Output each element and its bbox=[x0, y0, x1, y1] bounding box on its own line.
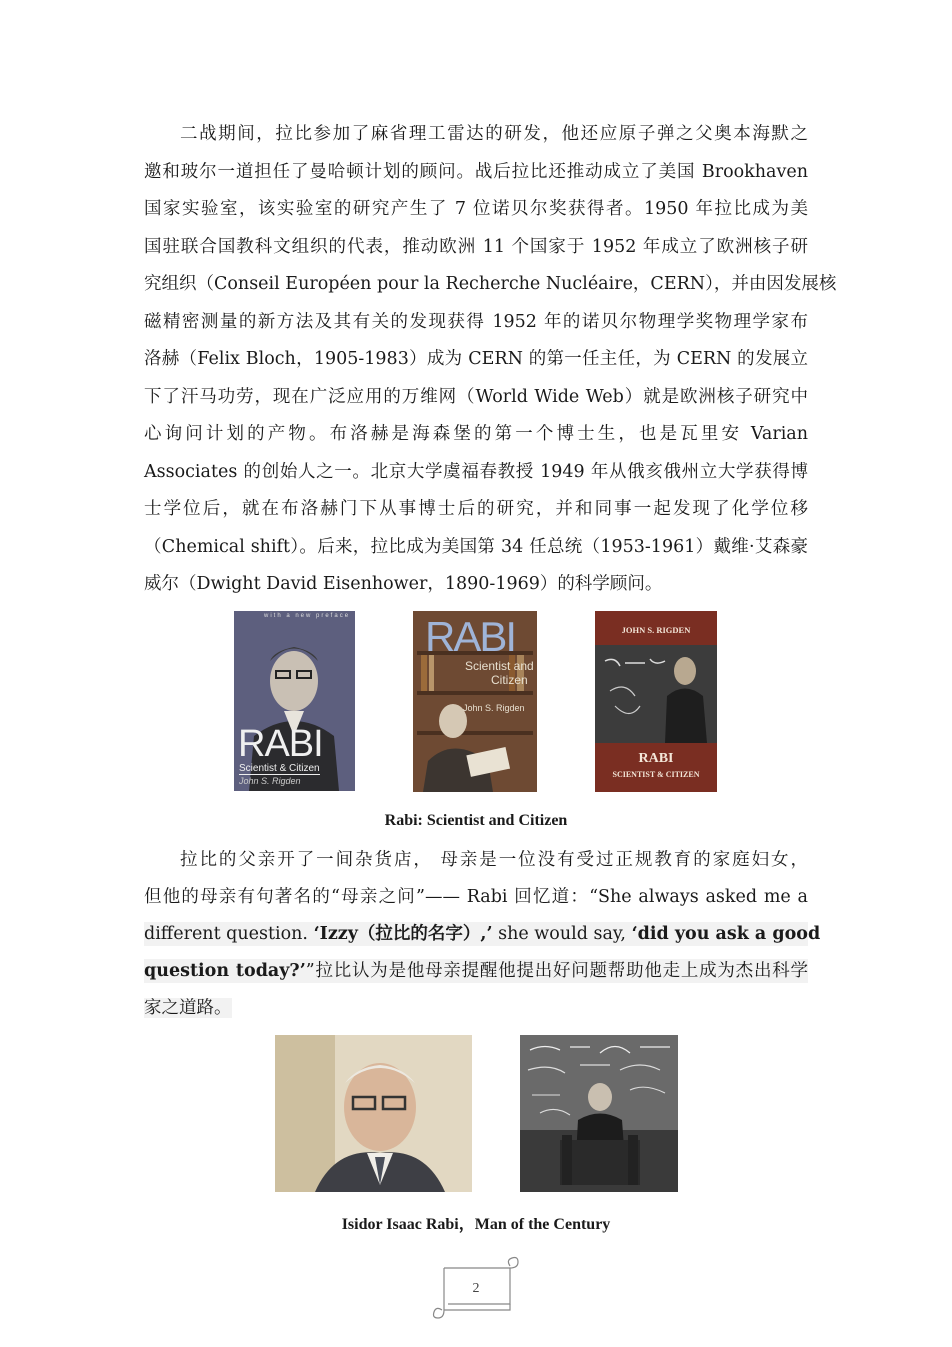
text-line: 下了汗马功劳，现在广泛应用的万维网（World Wide Web）就是欧洲核子研究中 bbox=[144, 387, 808, 407]
text-line: 国驻联合国教科文组织的代表，推动欧洲 11 个国家于 1952 年成立了欧洲核子研 bbox=[144, 237, 808, 257]
book-cover-subtitle: SCIENTIST & CITIZEN bbox=[612, 770, 700, 779]
text-line: （Chemical shift）。后来，拉比成为美国第 34 任总统（1953-1961）戴维·艾森豪 bbox=[144, 537, 808, 557]
quote-text-bold: ‘Izzy（拉比的名字）,’ bbox=[313, 924, 493, 944]
book-cover-title: RABI bbox=[425, 613, 516, 660]
text-line: 磁精密测量的新方法及其有关的发现获得 1952 年的诺贝尔物理学奖物理学家布 bbox=[144, 312, 808, 332]
book-cover-title: RABI bbox=[238, 723, 323, 765]
text-line: 但他的母亲有句著名的“母亲之问”—— Rabi 回忆道：“She always asked me a bbox=[144, 887, 808, 907]
quote-text: ”拉比认为是他母亲提醒他提出好问题帮助他走上成为杰出科学 bbox=[305, 961, 808, 981]
text-line bbox=[144, 996, 240, 1020]
quote-text-bold: question today?’ bbox=[144, 961, 306, 981]
quote-text-bold: ‘did you ask a good bbox=[631, 924, 821, 944]
quote-text: she would say, bbox=[492, 924, 632, 944]
text-line: 威尔（Dwight David Eisenhower，1890-1969）的科学顾问。 bbox=[144, 574, 663, 594]
book-cover-author: John S. Rigden bbox=[463, 703, 525, 713]
book-cover-image-3 bbox=[595, 611, 717, 792]
book-cover-image-2 bbox=[413, 611, 537, 792]
quote-end-text: 家之道路。 bbox=[144, 998, 232, 1018]
text-line: 究组织（Conseil Européen pour la Recherche Nucléaire，CERN），并由因发展核 bbox=[144, 274, 837, 294]
page-number: 2 bbox=[472, 1281, 480, 1296]
page-number-ornament bbox=[430, 1256, 522, 1324]
text-line: 士学位后，就在布洛赫门下从事博士后的研究，并和同事一起发现了化学位移 bbox=[144, 499, 808, 519]
book-cover-title: RABI bbox=[638, 751, 674, 766]
quote-text: different question. bbox=[144, 924, 314, 944]
book-cover-subtitle-2: Citizen bbox=[491, 673, 528, 687]
text-line-quote bbox=[144, 922, 821, 946]
book-cover-subtitle: Scientist & Citizen bbox=[239, 763, 320, 774]
book-cover-author: JOHN S. RIGDEN bbox=[621, 625, 691, 635]
book-cover-author: John S. Rigden bbox=[239, 776, 301, 786]
text-line-quote bbox=[144, 959, 808, 983]
book-cover-subtitle: Scientist and bbox=[465, 659, 534, 673]
rabi-portrait-photo bbox=[275, 1035, 472, 1192]
text-line: 心询问计划的产物。布洛赫是海森堡的第一个博士生，也是瓦里安 Varian bbox=[144, 424, 808, 444]
text-line: 洛赫（Felix Bloch，1905-1983）成为 CERN 的第一任主任，为 CERN 的发展立 bbox=[144, 349, 808, 369]
rabi-blackboard-photo bbox=[520, 1035, 678, 1192]
text-line: 邀和玻尔一道担任了曼哈顿计划的顾问。战后拉比还推动成立了美国 Brookhaven bbox=[144, 162, 808, 182]
book-cover-image-1 bbox=[234, 611, 355, 791]
figure-caption-books: Rabi: Scientist and Citizen bbox=[384, 812, 568, 829]
text-line: Associates 的创始人之一。北京大学虞福春教授 1949 年从俄亥俄州立大学获得博 bbox=[144, 462, 808, 482]
text-line: 二战期间，拉比参加了麻省理工雷达的研发，他还应原子弹之父奥本海默之 bbox=[180, 124, 808, 144]
text-line: 国家实验室，该实验室的研究产生了 7 位诺贝尔奖获得者。1950 年拉比成为美 bbox=[144, 199, 808, 219]
book-cover-tagline: with a new preface bbox=[264, 613, 351, 619]
text-line: 拉比的父亲开了一间杂货店， 母亲是一位没有受过正规教育的家庭妇女， bbox=[180, 850, 808, 870]
figure-caption-photos: Isidor Isaac Rabi，Man of the Century bbox=[341, 1216, 611, 1233]
